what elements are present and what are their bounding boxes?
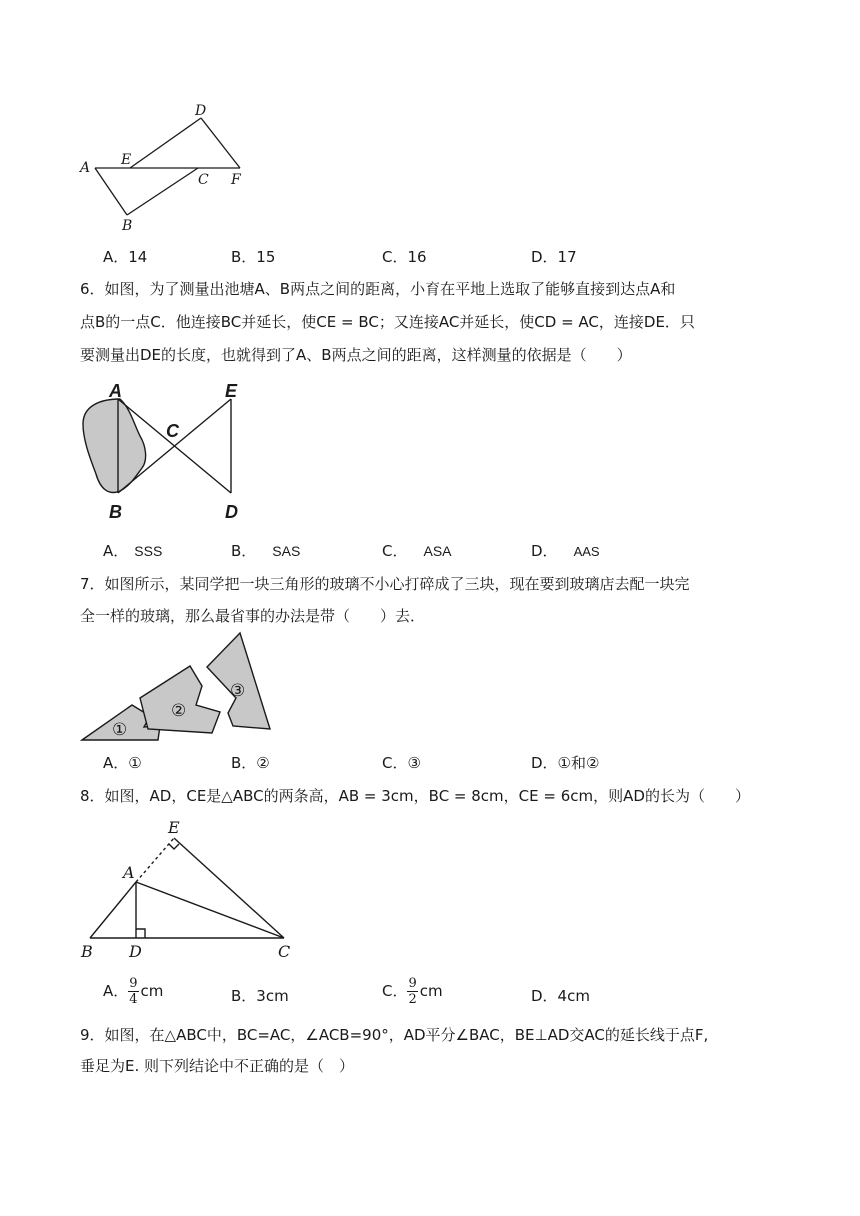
question-9-line-1: 9．如图，在△ABC中，BC=AC，∠ACB=90°，AD平分∠BAC，BE⊥AD交AC的延长线于点F, [80, 1026, 709, 1044]
question-7-line-1: 7．如图所示，某同学把一块三角形的玻璃不小心打碎成了三块，现在要到玻璃店去配一块完 [80, 575, 690, 593]
label-d: D [225, 502, 238, 522]
unit: cm [419, 982, 443, 1000]
question-7-line-2: 全一样的玻璃，那么最省事的办法是带（ ）去． [80, 607, 426, 625]
question-6-line-1: 6．如图，为了测量出池塘A、B两点之间的距离，小育在平地上选取了能够直接到达点A和 [80, 280, 676, 298]
option-c[interactable]: C．③ [382, 754, 421, 772]
glass-piece-2 [140, 666, 220, 733]
option-a[interactable]: A．14 [103, 248, 148, 266]
label-d: D [195, 103, 207, 119]
right-angle-e [169, 844, 179, 849]
label-a: A [80, 160, 91, 176]
piece-1-label: ① [112, 720, 128, 740]
option-c[interactable] [382, 976, 443, 1007]
option-letter: C． [382, 982, 408, 1000]
segment-ba [90, 882, 136, 938]
fraction-9-2: $\frac{9}{2}$ [408, 976, 417, 1007]
option-a[interactable] [103, 540, 162, 561]
option-text: AAS [573, 544, 600, 559]
question-8-line: 8．如图，AD，CE是△ABC的两条高，AB = 3cm，BC = 8cm，CE = 6cm，则AD的长为（ ） [80, 787, 750, 805]
option-b[interactable] [231, 540, 300, 561]
segment-ed [130, 118, 201, 168]
label-b: B [122, 218, 133, 234]
option-d[interactable] [531, 540, 600, 561]
question-6-line-3: 要测量出DE的长度，也就得到了A、B两点之间的距离，这样测量的依据是（ ） [80, 346, 632, 364]
right-angle-d [136, 929, 145, 938]
segment-ec [174, 838, 284, 938]
label-f: F [231, 172, 241, 188]
figure-q7-glass [78, 630, 278, 745]
option-a[interactable]: A．① [103, 754, 142, 772]
question-6-line-2: 点B的一点C．他连接BC并延长，使CE = BC；又连接AC并延长，使CD = AC，连接DE．只 [80, 313, 695, 331]
figure-q8 [78, 816, 298, 961]
option-c[interactable] [382, 540, 452, 561]
label-e: E [225, 381, 238, 401]
figure-q6-pond [78, 378, 258, 523]
label-b: B [81, 942, 93, 961]
segment-ac [136, 882, 284, 938]
option-letter: D． [531, 542, 558, 560]
option-letter: A． [103, 982, 129, 1000]
label-e: E [168, 818, 180, 837]
option-letter: B． [231, 542, 257, 560]
option-d[interactable]: D．4cm [531, 987, 590, 1005]
option-letter: A． [103, 542, 129, 560]
fraction-9-4: $\frac{9}{4}$ [129, 976, 138, 1007]
option-letter: C． [382, 542, 408, 560]
option-text: SSS [134, 543, 163, 559]
option-d[interactable]: D．①和② [531, 754, 600, 772]
option-b[interactable]: B．15 [231, 248, 276, 266]
label-d: D [129, 942, 142, 961]
label-e: E [121, 152, 132, 168]
segment-bc [127, 168, 198, 215]
label-a: A [109, 381, 122, 401]
segment-ab [95, 168, 127, 215]
unit: cm [140, 982, 164, 1000]
option-a[interactable] [103, 976, 163, 1007]
option-c[interactable]: C．16 [382, 248, 427, 266]
segment-df [201, 118, 240, 168]
question-9-line-2: 垂足为E. 则下列结论中不正确的是（ ） [80, 1057, 355, 1075]
figure-q5 [78, 98, 258, 238]
label-c: C [166, 421, 179, 441]
piece-2-label: ② [171, 701, 187, 721]
option-d[interactable]: D．17 [531, 248, 577, 266]
segment-ae-dashed [136, 838, 174, 882]
option-text: ASA [423, 543, 452, 559]
label-c: C [278, 942, 291, 961]
label-a: A [123, 863, 135, 882]
piece-3-label: ③ [230, 681, 246, 701]
option-text: SAS [272, 543, 301, 559]
option-b[interactable]: B．② [231, 754, 270, 772]
label-c: C [198, 172, 209, 188]
option-b[interactable]: B．3cm [231, 987, 289, 1005]
label-b: B [109, 502, 122, 522]
